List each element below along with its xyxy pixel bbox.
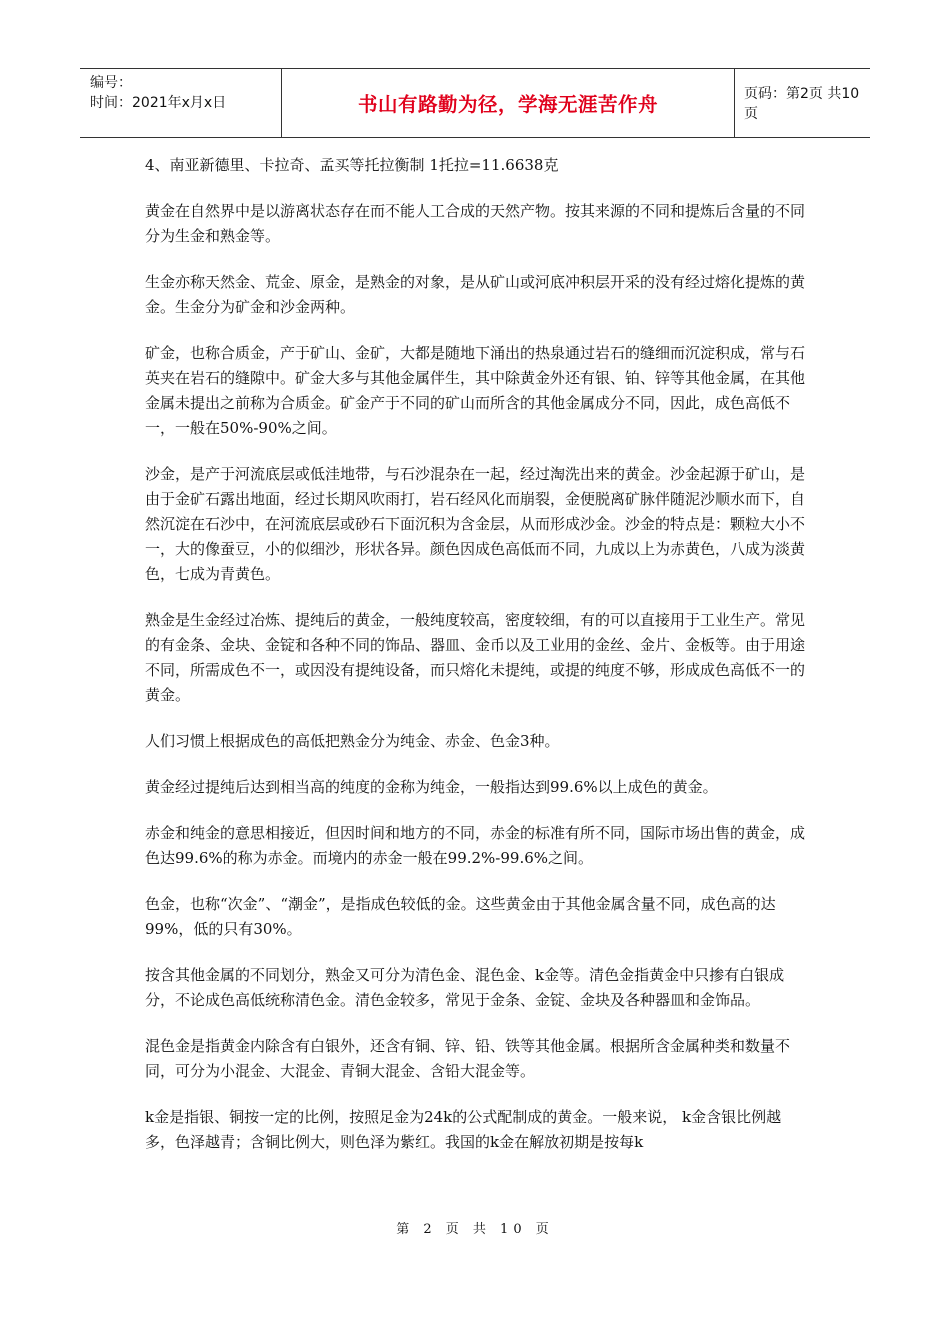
- document-id-label: 编号：: [90, 75, 132, 91]
- header-page-label: 页码：第2页 共10页: [744, 86, 860, 122]
- paragraph: 黄金在自然界中是以游离状态存在而不能人工合成的天然产物。按其来源的不同和提炼后含量的不同分为生金和熟金等。: [145, 202, 806, 245]
- paragraph: k金是指银、铜按一定的比例，按照足金为24k的公式配制成的黄金。一般来说， k金含银比例越多，色泽越青；含铜比例大，则色泽为紫红。我国的k金在解放初期是按每k: [145, 1108, 782, 1151]
- page-footer-number: 第 2 页 共 10 页: [396, 1222, 554, 1237]
- header-motto-cell: [281, 69, 735, 137]
- document-date-label: 时间：2021年x月x日: [90, 95, 227, 111]
- header-page-cell: [734, 69, 870, 137]
- header-motto: 书山有路勤为径，学海无涯苦作舟: [357, 93, 658, 116]
- paragraph: 矿金，也称合质金，产于矿山、金矿，大都是随地下涌出的热泉通过岩石的缝细而沉淀积成，常与石英夹在岩石的缝隙中。矿金大多与其他金属伴生，其中除黄金外还有银、铂、锌等其他金属，在其他金属未提出之前称为合质金。矿金产于不同的矿山而所含的其他金属成分不同，因此，成色高低不一，一般在50%-90%之间。: [145, 344, 806, 437]
- paragraph: 色金，也称“次金”、“潮金”，是指成色较低的金。这些黄金由于其他金属含量不同，成色高的达99%，低的只有30%。: [145, 895, 776, 938]
- header-left-cell: [80, 69, 280, 137]
- document-body: [145, 153, 810, 1176]
- paragraph: 沙金，是产于河流底层或低洼地带，与石沙混杂在一起，经过淘洗出来的黄金。沙金起源于矿山，是由于金矿石露出地面，经过长期风吹雨打，岩石经风化而崩裂，金便脱离矿脉伴随泥沙顺水而下，自然沉淀在石沙中，在河流底层或砂石下面沉积为含金层，从而形成沙金。沙金的特点是：颗粒大小不一，大的像蚕豆，小的似细沙，形状各异。颜色因成色高低而不同，九成以上为赤黄色，八成为淡黄色，七成为青黄色。: [145, 465, 806, 583]
- page-header: [80, 68, 870, 138]
- paragraph: 混色金是指黄金内除含有白银外，还含有铜、锌、铅、铁等其他金属。根据所含金属种类和数量不同，可分为小混金、大混金、青铜大混金、含铅大混金等。: [145, 1037, 791, 1080]
- paragraph: 赤金和纯金的意思相接近，但因时间和地方的不同，赤金的标准有所不同，国际市场出售的黄金，成色达99.6%的称为赤金。而境内的赤金一般在99.2%-99.6%之间。: [145, 824, 806, 867]
- paragraph: 黄金经过提纯后达到相当高的纯度的金称为纯金，一般指达到99.6%以上成色的黄金。: [145, 778, 718, 796]
- paragraph: 生金亦称天然金、荒金、原金，是熟金的对象，是从矿山或河底冲积层开采的没有经过熔化提炼的黄金。生金分为矿金和沙金两种。: [145, 273, 806, 316]
- paragraph: 熟金是生金经过冶炼、提纯后的黄金，一般纯度较高，密度较细，有的可以直接用于工业生产。常见的有金条、金块、金锭和各种不同的饰品、器皿、金币以及工业用的金丝、金片、金板等。由于用途不同，所需成色不一，或因没有提纯设备，而只熔化未提纯，或提的纯度不够，形成成色高低不一的黄金。: [145, 611, 806, 704]
- paragraph: 人们习惯上根据成色的高低把熟金分为纯金、赤金、色金3种。: [145, 732, 560, 750]
- paragraph: 4、南亚新德里、卡拉奇、孟买等托拉衡制 1托拉=11.6638克: [145, 156, 559, 174]
- paragraph: 按含其他金属的不同划分，熟金又可分为清色金、混色金、k金等。清色金指黄金中只掺有白银成分，不论成色高低统称清色金。清色金较多，常见于金条、金锭、金块及各种器皿和金饰品。: [145, 966, 785, 1009]
